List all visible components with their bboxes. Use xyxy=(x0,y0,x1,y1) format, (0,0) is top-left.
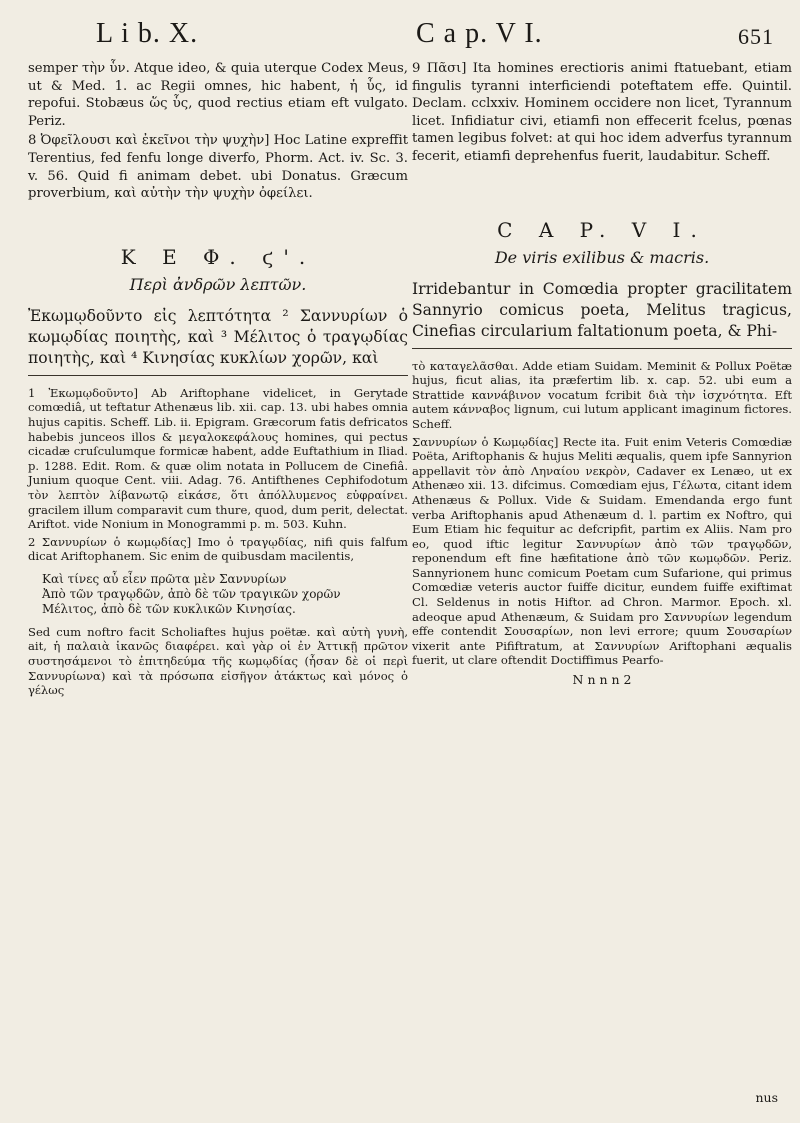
note-8: 8 Ὀφεῖλουσι καὶ ἐκεῖνοι τὴν ψυχὴν] Hoc Latine expreffit Terentius, fed fenfu longe diverfo, Phorm. Act. iv. Sc. 3. v. 56. Quid fi animam debet. ubi Donatus. Græcum proverbium, καὶ αὐτὴν τὴν ψυχὴν ὀφείλει. xyxy=(28,133,408,202)
left-column xyxy=(28,60,408,698)
latin-chapter-heading: C A P. V I. xyxy=(497,217,707,242)
running-head-lib: L i b. X. xyxy=(96,18,199,49)
catchword: nus xyxy=(755,1090,778,1105)
right-column xyxy=(412,60,792,687)
note-a: τὸ καταγελᾶσθαι. Adde etiam Suidam. Meminit & Pollux Poëtæ hujus, ficut alias, ita præfertim lib. x. cap. 52. ubi eum a Strattide καννάβινον vocatum fcribit διὰ τὴν ἰσχνότητα. Eft autem κάνναβος lignum, cui lutum applicant imaginum fictores. Scheff. xyxy=(412,358,792,431)
greek-chapter-heading: Κ Ε Φ. ϛ'. xyxy=(120,244,316,269)
verse-quote xyxy=(42,572,408,617)
continued-note: semper τὴν ὗν. Atque ideo, & quia uterque Codex Meus, ut & Med. 1. ac Regii omnes, hic habent, ἡ ὗς, id repofui. Stobæus ὥς ὗς, quod rectius etiam eft vulgato. Periz. xyxy=(28,61,408,129)
divider xyxy=(412,348,792,349)
latin-chapter-title: De viris exilibus & macris. xyxy=(494,247,710,267)
latin-text: Irridebantur in Comœdia propter gracilitatem Sannyrio comicus poeta, Melitus tragicus, Cinefias circularium faltationum poeta, & Phi- xyxy=(412,279,792,340)
greek-chapter-title: Περὶ ἀνδρῶν λεπτῶν. xyxy=(129,274,307,294)
note-b: Σαννυρίων ὁ Κωμῳδίας] Recte ita. Fuit enim Veteris Comœdiæ Poëta, Ariftophanis & hujus Meliti æqualis, quem ipfe Sannyrion appellavit τὸν ἀπὸ Ληναίου νεκρὸν, Cadaver ex Lenæo, ut ex Athenæo xii. 13. difcimus. Comœdiam ejus, Γέλωτα, citant idem Athenæus & Pollux. Vide & Suidam. Emendanda ergo funt verba Ariftophanis apud Athenæum d. l. partim ex Noftro, qui Eum Etiam hic fequitur ac defcripfit, partim ex Aliis. Nam pro eo, quod iftic legitur Σαννυρίων ἀπὸ τῶν τραγῳδῶν, reponendum eft fine hæfitatione ἀπὸ τῶν κωμῳδῶν. Periz. Sannyrionem hunc comicum Poetam cum Sufarione, qui primus Comœdiæ veteris auctor fuiffe dicitur, eundem fuiffe exiftimat Cl. Seldenus in notis Hiftor. ad Chron. Marmor. Epoch. xl. adeoque apud Athenæum, & Suidam pro Σαννυρίων legendum effe contendit Σουσαρίων, non levi errore; quum Σουσαρίων vixerit ante Pififtratum, at Σαννυρίων Ariftophani æqualis fuerit, ut clare oftendit Doctiffimus Pearfo- xyxy=(412,434,792,668)
page-number: 651 xyxy=(738,24,774,49)
divider xyxy=(28,375,408,376)
greek-text: Ἐκωμῳδοῦντο εἰς λεπτότητα ² Σαννυρίων ὁ κωμῳδίας ποιητὴς, καὶ ³ Μέλιτος ὁ τραγῳδίας ποιητὴς, καὶ ⁴ Κινησίας κυκλίων χορῶν, καὶ xyxy=(28,306,408,367)
note-9: 9 Πᾶσι] Ita homines erectioris animi ftatuebant, etiam fingulis tyranni interficiendi poteftatem effe. Quintil. Declam. cclxxiv. Hominem occidere non licet, Tyrannum licet. Infidiatur civi, etiamfi non effecerit fcelus, pœnas tamen legibus folvet: at qui hoc idem adverfus tyrannum fecerit, etiamfi deprehenfus fuerit, laudabitur. Scheff. xyxy=(412,61,792,164)
note-1: 1 Ἐκωμῳδοῦντο] Ab Ariftophane videlicet, in Gerytade comœdiâ, ut teftatur Athenæus lib. xii. cap. 13. ubi habes omnia hujus capitis. Scheff. Lib. ii. Epigram. Græcorum fatis defricatos habebis junceos illos & μεγαλοκεφάλους homines, qui pectus cicadæ cruſculumque formicæ habent, adde Euftathium in Iliad. p. 1288. Edit. Rom. & quæ olim notata in Pollucem de Cinefiâ. Junium quoque Cent. viii. Adag. 76. Antifthenes Cephifodotum τὸν λεπτὸν λίβανωτῷ εἰκάσε, ὅτι ἀπόλλυμενος εὐφραίνει. gracilem illum comparavit cum thure, quod, dum perit, delectat. Ariftot. vide Nonium in Monogrammi p. m. 503. Kuhn. xyxy=(28,385,408,532)
scholiast-note: Sed cum noftro facit Scholiaftes hujus poëtæ. καὶ αὐτὴ γυνὴ, ait, ἡ παλαιὰ ἱκανῶς διαφέρει. καὶ γὰρ οἱ ἐν Ἀττικῇ πρῶτον συστησάμενοι τὸ ἐπιτηδεύμα τῆς κωμῳδίας (ἦσαν δὲ οἱ περὶ Σαννυρίωνα) καὶ τὰ πρόσωπα εἰσῆγον ἀτάκτως καὶ μόνος ὁ γέλως xyxy=(28,624,408,698)
running-head-cap: C a p. V I. xyxy=(416,18,543,49)
signature-mark: N n n n 2 xyxy=(572,672,632,688)
verse-line-2: Ἀπὸ τῶν τραγῳδῶν, ἀπὸ δὲ τῶν τραγικῶν χορῶν xyxy=(42,586,341,601)
verse-line-3: Μέλιτος, ἀπὸ δὲ τῶν κυκλικῶν Κινησίας. xyxy=(42,601,296,616)
note-2: 2 Σαννυρίων ὁ κωμῳδίας] Imo ὁ τραγῳδίας, nifi quis falfum dicat Ariftophanem. Sic enim de quibusdam macilentis, xyxy=(28,534,408,564)
verse-line-1: Καὶ τίνες αὖ εἶεν πρῶτα μὲν Σαννυρίων xyxy=(42,571,287,586)
